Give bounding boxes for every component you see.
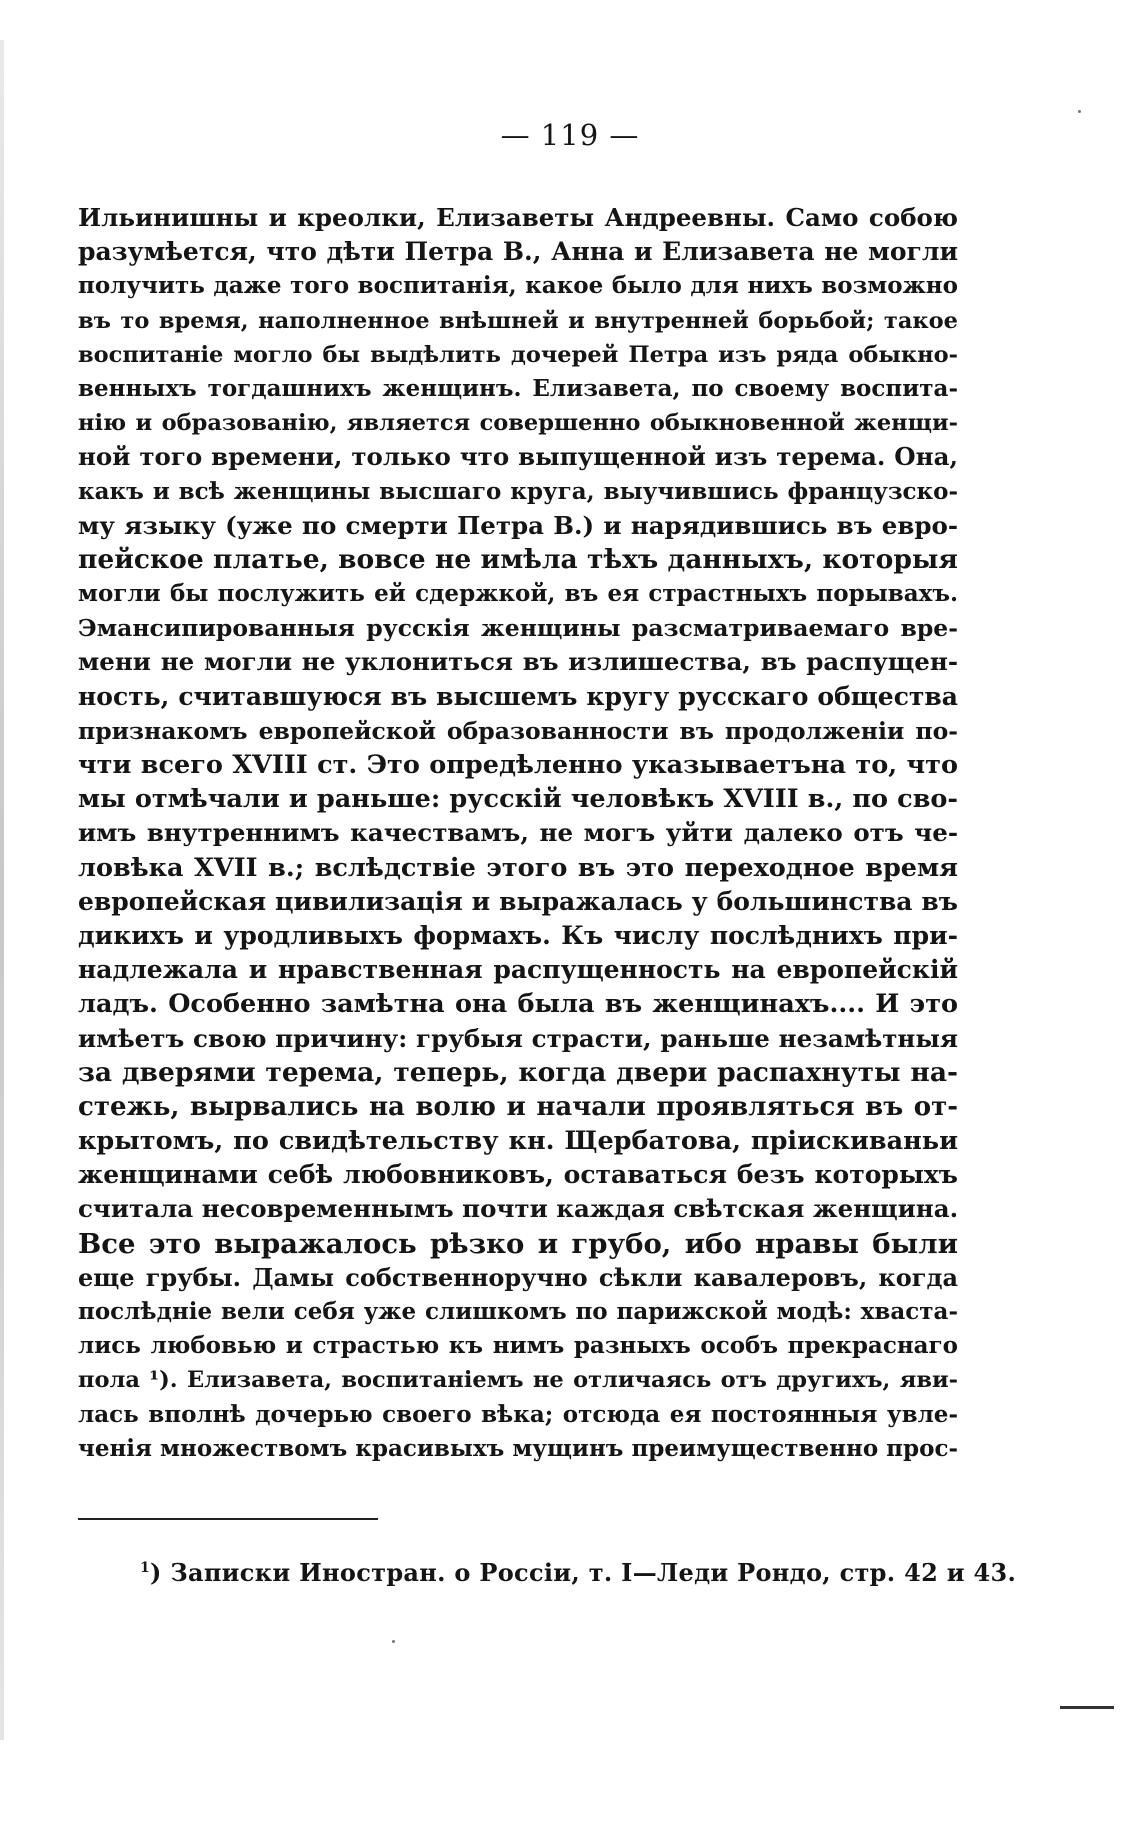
- text-line: получить даже того воспитанія, какое было для нихъ возможно: [78, 272, 958, 300]
- text-line: Ильинишны и креолки, Елизаветы Андреевны. Само собою: [78, 203, 958, 232]
- body-text: [78, 201, 958, 1466]
- margin-dash-mark: [1060, 1706, 1114, 1709]
- text-line: Эмансипированныя русскія женщины разсматриваемаго вре-: [78, 614, 958, 643]
- footnote-text: ) Записки Иностран. о Россіи, т. I—Леди Рондо, стр. 42 и 43.: [150, 1558, 1017, 1587]
- footnote: [140, 1558, 1016, 1587]
- text-line: ладъ. Особенно замѣтна она была въ женщинахъ.... И это: [78, 989, 958, 1020]
- text-line: нію и образованію, является совершенно обыкновенной женщи-: [78, 410, 958, 437]
- text-line: дикихъ и уродливыхъ формахъ. Къ числу послѣднихъ при-: [78, 920, 958, 950]
- text-line: имъ внутреннимъ качествамъ, не могъ уйти далеко отъ че-: [78, 818, 958, 848]
- text-line: разумѣется, что дѣти Петра В., Анна и Елизавета не могли: [78, 237, 958, 267]
- text-line: надлежала и нравственная распущенность на европейскій: [78, 955, 958, 985]
- text-line: мы отмѣчали и раньше: русскій человѣкъ XVIII в., по сво-: [78, 784, 958, 815]
- text-line: пейское платье, вовсе не имѣла тѣхъ данныхъ, которыя: [78, 543, 958, 575]
- text-line: имѣетъ свою причину: грубыя страсти, раньше незамѣтныя: [78, 1023, 958, 1053]
- footnote-marker: 1: [140, 1560, 151, 1576]
- text-line: лись любовью и страстью къ нимъ разныхъ особъ прекраснаго: [78, 1332, 958, 1360]
- text-line: могли бы послужить ей сдержкой, въ ея страстныхъ порывахъ.: [78, 580, 958, 608]
- text-line: му языку (уже по смерти Петра В.) и нарядившись въ евро-: [78, 510, 958, 540]
- text-line: воспитаніе могло бы выдѣлить дочерей Петра изъ ряда обыкно-: [78, 341, 958, 368]
- text-line: въ то время, наполненное внѣшней и внутренней борьбой; такое: [78, 307, 958, 334]
- text-line: женщинами себѣ любовниковъ, оставаться безъ которыхъ: [78, 1160, 958, 1190]
- text-line: крытомъ, по свидѣтельству кн. Щербатова, пріискиваньи: [78, 1126, 958, 1157]
- text-line: ченія множествомъ красивыхъ мущинъ преимущественно прос-: [78, 1434, 958, 1462]
- text-line: считала несовременнымъ почти каждая свѣтская женщина.: [78, 1194, 959, 1224]
- text-line: ной того времени, только что выпущенной изъ терема. Она,: [78, 442, 958, 472]
- text-line: за дверями терема, теперь, когда двери распахнуты на-: [78, 1056, 958, 1088]
- text-line: стежь, вырвались на волю и начали проявляться въ от-: [78, 1091, 958, 1122]
- text-line: чти всего XVIII ст. Это опредѣленно указываетъна то, что: [78, 750, 958, 780]
- text-line: лась вполнѣ дочерью своего вѣка; отсюда ея постоянныя увле-: [78, 1400, 958, 1428]
- text-line: европейская цивилизація и выражалась у большинства въ: [78, 886, 958, 916]
- paper-speck: [1078, 110, 1081, 113]
- text-line: признакомъ европейской образованности въ продолженіи по-: [78, 716, 958, 745]
- text-line: ность, считавшуюся въ высшемъ кругу русскаго общества: [78, 681, 958, 711]
- text-line: венныхъ тогдашнихъ женщинъ. Елизавета, по своему воспита-: [78, 374, 958, 402]
- page-number: — 119 —: [500, 118, 640, 152]
- text-line: какъ и всѣ женщины высшаго круга, выучившись французско-: [78, 477, 958, 505]
- text-line: Все это выражалось рѣзко и грубо, ибо нравы были: [78, 1227, 958, 1260]
- text-line: послѣдніе вели себя уже слишкомъ по парижской модѣ: хваста-: [78, 1298, 958, 1325]
- page-edge-shadow: [0, 40, 4, 1740]
- text-line: еще грубы. Дамы собственноручно сѣкли кавалеровъ, когда: [78, 1262, 958, 1292]
- text-line: пола ¹). Елизавета, воспитаніемъ не отличаясь отъ другихъ, яви-: [78, 1367, 958, 1394]
- footnote-rule: [78, 1518, 378, 1520]
- paper-speck: [392, 1640, 395, 1643]
- text-line: мени не могли не уклониться въ излишества, въ распущен-: [78, 647, 958, 677]
- text-line: ловѣка XVII в.; вслѣдствіе этого въ это переходное время: [78, 852, 958, 883]
